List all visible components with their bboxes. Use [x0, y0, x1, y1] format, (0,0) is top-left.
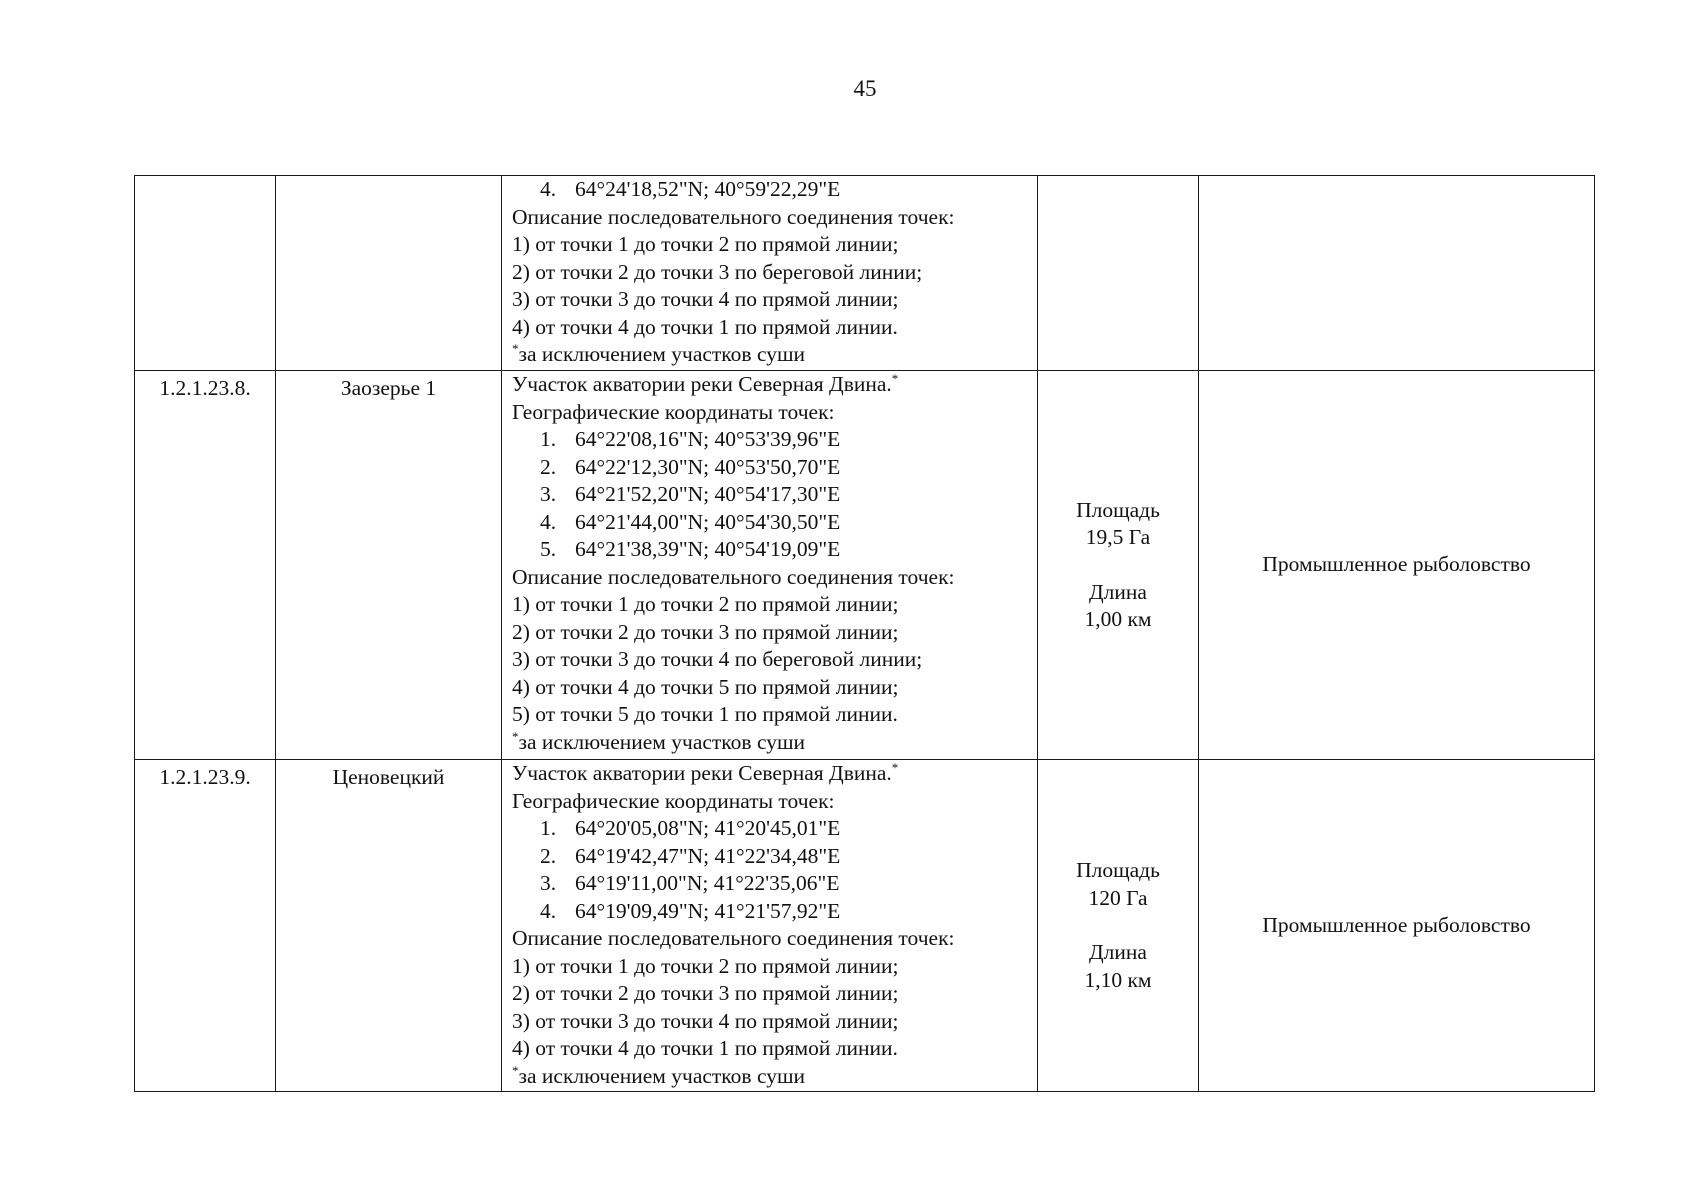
- coordinate-point: 3. 64°21'52,20"N; 40°54'17,30"E: [540, 482, 841, 506]
- coordinate-point: 5. 64°21'38,39"N; 40°54'19,09"E: [540, 537, 841, 561]
- coordinate-point: 4. 64°19'09,49"N; 41°21'57,92"E: [540, 898, 841, 923]
- length-label: Длина: [1089, 940, 1147, 964]
- area-name-cell: Ценовецкий: [276, 760, 502, 1092]
- links-title: Описание последовательного соединения точек:: [512, 926, 955, 950]
- water-areas-table: [134, 175, 1595, 1092]
- link-step: 3) от точки 3 до точки 4 по прямой линии;: [512, 1008, 899, 1033]
- coords-title: Географические координаты точек:: [512, 399, 835, 424]
- area-label: Площадь: [1076, 858, 1160, 882]
- link-step: 2) от точки 2 до точки 3 по прямой линии;: [512, 619, 899, 644]
- link-step: 2) от точки 2 до точки 3 по береговой линии;: [512, 259, 923, 284]
- area-intro: Участок акватории реки Северная Двина.*: [512, 759, 899, 785]
- table-row: [135, 371, 1595, 760]
- coordinate-point: 1. 64°20'05,08"N; 41°20'45,01"E: [540, 816, 841, 840]
- footnote: *за исключением участков суши: [512, 340, 806, 366]
- coordinate-point: 4. 64°24'18,52"N; 40°59'22,29"E: [540, 177, 841, 201]
- table-row: [135, 176, 1595, 371]
- coordinate-point: 3. 64°19'11,00"N; 41°22'35,06"E: [540, 871, 840, 895]
- row-number-cell: 1.2.1.23.9.: [135, 760, 276, 1092]
- footnote: *за исключением участков суши: [512, 728, 806, 754]
- link-step: 4) от точки 4 до точки 1 по прямой линии.: [512, 314, 898, 339]
- description-cell: [502, 176, 1038, 371]
- coords-title: Географические координаты точек:: [512, 788, 835, 813]
- coordinate-point: 2. 64°19'42,47"N; 41°22'34,48"E: [540, 843, 841, 868]
- link-step: 1) от точки 1 до точки 2 по прямой линии;: [512, 232, 899, 256]
- usage-cell: Промышленное рыболовство: [1199, 760, 1595, 1092]
- length-value: 1,10 км: [1084, 967, 1152, 992]
- link-step: 3) от точки 3 до точки 4 по береговой линии;: [512, 647, 923, 671]
- length-value: 1,00 км: [1084, 607, 1152, 631]
- table-row: [135, 760, 1595, 1092]
- usage-cell: [1199, 176, 1595, 371]
- row-number-cell: 1.2.1.23.8.: [135, 371, 276, 760]
- size-cell: [1038, 371, 1199, 760]
- description-cell: [502, 371, 1038, 760]
- row-number-cell: [135, 176, 276, 371]
- links-title: Описание последовательного соединения точек:: [512, 204, 955, 229]
- usage-cell: Промышленное рыболовство: [1199, 371, 1595, 760]
- area-value: 120 Га: [1088, 885, 1148, 910]
- link-step: 5) от точки 5 до точки 1 по прямой линии.: [512, 702, 898, 726]
- size-cell: [1038, 176, 1199, 371]
- coordinate-point: 4. 64°21'44,00"N; 40°54'30,50"E: [540, 509, 841, 534]
- size-cell: [1038, 760, 1199, 1092]
- area-label: Площадь: [1076, 497, 1160, 522]
- description-cell: [502, 760, 1038, 1092]
- area-name-cell: [276, 176, 502, 371]
- link-step: 4) от точки 4 до точки 5 по прямой линии;: [512, 674, 899, 699]
- link-step: 1) от точки 1 до точки 2 по прямой линии;: [512, 592, 899, 616]
- area-name-cell: Заозерье 1: [276, 371, 502, 760]
- link-step: 3) от точки 3 до точки 4 по прямой линии;: [512, 287, 899, 311]
- links-title: Описание последовательного соединения точек:: [512, 564, 955, 589]
- page-number: 45: [853, 76, 877, 101]
- area-value: 19,5 Га: [1085, 525, 1151, 549]
- length-label: Длина: [1089, 579, 1147, 604]
- area-intro: Участок акватории реки Северная Двина.*: [512, 370, 899, 396]
- footnote: *за исключением участков суши: [512, 1062, 806, 1088]
- link-step: 4) от точки 4 до точки 1 по прямой линии.: [512, 1036, 898, 1060]
- link-step: 1) от точки 1 до точки 2 по прямой линии;: [512, 953, 899, 978]
- link-step: 2) от точки 2 до точки 3 по прямой линии;: [512, 981, 899, 1005]
- coordinate-point: 1. 64°22'08,16"N; 40°53'39,96"E: [540, 427, 841, 451]
- coordinate-point: 2. 64°22'12,30"N; 40°53'50,70"E: [540, 454, 841, 479]
